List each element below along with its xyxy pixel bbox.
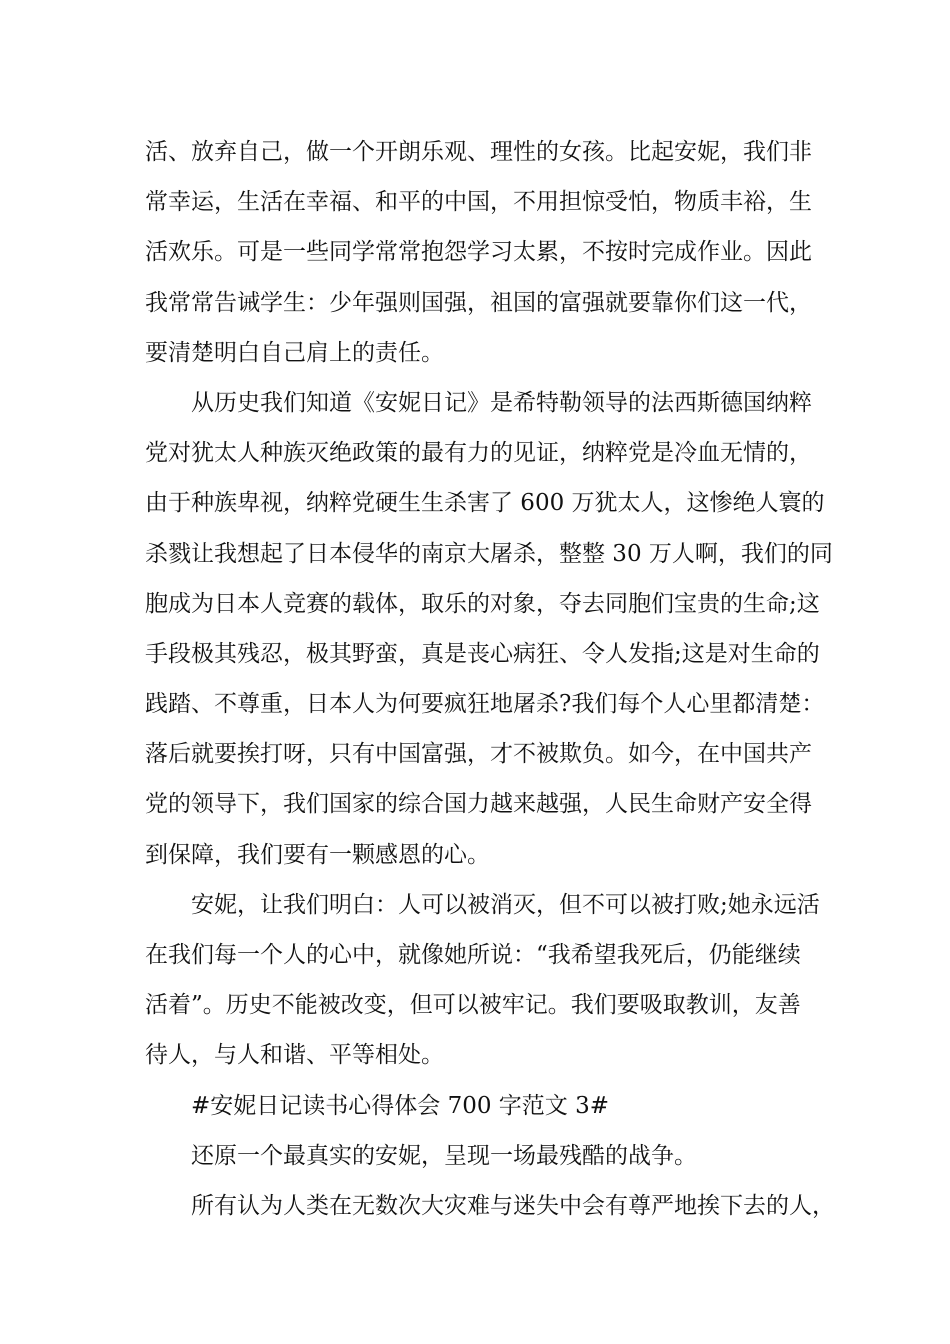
text-line: 从历史我们知道《安妮日记》是希特勒领导的法西斯德国纳粹 — [191, 389, 812, 416]
text-line: 践踏、不尊重，日本人为何要疯狂地屠杀?我们每个人心里都清楚： — [145, 691, 825, 718]
text-line: 胞成为日本人竞赛的载体，取乐的对象，夺去同胞们宝贵的生命;这 — [145, 590, 820, 617]
text-line: 在我们每一个人的心中，就像她所说：“我希望我死后，仍能继续 — [145, 942, 801, 968]
text-line: #安妮日记读书心得体会 700 字范文 3# — [191, 1092, 610, 1119]
text-line: 还原一个最真实的安妮，呈现一场最残酷的战争。 — [191, 1142, 697, 1169]
text-line: 待人，与人和谐、平等相处。 — [145, 1042, 444, 1069]
text-line: 党的领导下，我们国家的综合国力越来越强，人民生命财产安全得 — [145, 791, 812, 818]
body-text — [145, 127, 835, 1231]
text-line: 要清楚明白自己肩上的责任。 — [145, 339, 444, 366]
text-line: 活欢乐。可是一些同学常常抱怨学习太累，不按时完成作业。因此 — [145, 239, 812, 266]
text-line: 常幸运，生活在幸福、和平的中国，不用担惊受怕，物质丰裕，生 — [145, 189, 812, 216]
text-line: 党对犹太人种族灭绝政策的最有力的见证，纳粹党是冷血无情的， — [145, 440, 812, 467]
text-line: 杀戮让我想起了日本侵华的南京大屠杀，整整 30 万人啊，我们的同 — [145, 540, 833, 567]
text-line: 所有认为人类在无数次大灾难与迷失中会有尊严地挨下去的人， — [191, 1192, 835, 1219]
text-line: 落后就要挨打呀，只有中国富强，才不被欺负。如今，在中国共产 — [145, 741, 812, 768]
text-line: 手段极其残忍，极其野蛮，真是丧心病狂、令人发指;这是对生命的 — [145, 640, 820, 667]
text-line: 安妮，让我们明白：人可以被消灭，但不可以被打败;她永远活 — [191, 891, 820, 918]
text-line: 我常常告诫学生：少年强则国强，祖国的富强就要靠你们这一代， — [145, 289, 812, 316]
text-line: 活着”。历史不能被改变，但可以被牢记。我们要吸取教训，友善 — [145, 992, 801, 1019]
text-line: 活、放弃自己，做一个开朗乐观、理性的女孩。比起安妮，我们非 — [145, 139, 812, 165]
text-line: 由于种族卑视，纳粹党硬生生杀害了 600 万犹太人，这惨绝人寰的 — [145, 490, 825, 517]
text-line: 到保障，我们要有一颗感恩的心。 — [145, 841, 490, 868]
